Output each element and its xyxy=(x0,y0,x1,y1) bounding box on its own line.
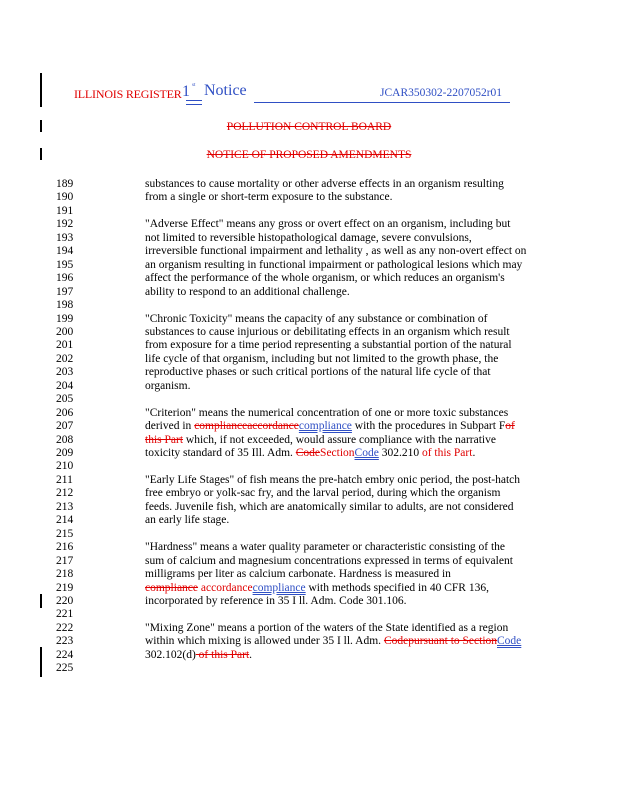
line-number: 191 xyxy=(56,204,74,217)
line-text xyxy=(145,366,491,379)
line-text xyxy=(145,595,407,608)
line-number: 211 xyxy=(56,473,73,486)
line-text xyxy=(145,622,508,635)
line-number: 197 xyxy=(56,285,74,298)
text-run: not limited to reversible histopathological damage, severe convulsions, xyxy=(145,231,472,244)
text-run: derived in xyxy=(145,420,195,433)
line-text xyxy=(145,541,505,554)
text-run: toxicity standard of 35 Ill. Adm. xyxy=(145,447,296,459)
line-text xyxy=(145,474,520,487)
line-number: 199 xyxy=(56,312,74,325)
line-number: 223 xyxy=(56,635,74,648)
line-number: 224 xyxy=(56,648,74,661)
line-number: 198 xyxy=(56,299,74,312)
line-number: 220 xyxy=(56,594,74,607)
text-run: incorporated by reference in 35 I ll. Adm. Code 301.106. xyxy=(145,594,407,607)
line-number: 195 xyxy=(56,258,74,271)
line-number: 202 xyxy=(56,352,74,365)
replacement-text: Code xyxy=(497,635,522,648)
line-number: 219 xyxy=(56,581,74,594)
line-text xyxy=(145,420,515,433)
text-run: "Adverse Effect" means any gross or overt effect on an organism, including but xyxy=(145,218,511,231)
text-run: "Chronic Toxicity" means the capacity of any substance or combination of xyxy=(145,312,488,325)
line-number: 208 xyxy=(56,433,74,446)
line-text xyxy=(145,245,526,258)
line-number: 200 xyxy=(56,325,74,338)
deleted-text: Code xyxy=(295,447,321,459)
text-run: . xyxy=(249,648,253,661)
deleted-text: this Part xyxy=(145,433,184,446)
line-text xyxy=(145,339,512,352)
line-number: 214 xyxy=(56,514,74,527)
inserted-text: accordance xyxy=(198,581,253,594)
text-run: an early life stage. xyxy=(145,514,230,527)
text-run: from exposure for a time period representing a substantial portion of the natural xyxy=(145,339,512,352)
line-text xyxy=(145,286,350,299)
text-run: free embryo or yolk-sac fry, and the larval period, during which the organism xyxy=(145,487,501,500)
line-number: 212 xyxy=(56,487,74,500)
line-number: 222 xyxy=(56,621,74,634)
line-number: 204 xyxy=(56,379,74,392)
line-text xyxy=(145,635,521,648)
line-number: 215 xyxy=(56,527,74,540)
deleted-text: complianceaccordance xyxy=(194,420,299,433)
change-bar xyxy=(40,647,42,677)
line-text xyxy=(145,447,475,460)
register-label: ILLINOIS REGISTER xyxy=(74,87,182,101)
deleted-text: compliance xyxy=(145,581,199,594)
line-number: 213 xyxy=(56,500,74,513)
text-run: an organism resulting in functional impairment or pathological lesions which may xyxy=(145,258,523,271)
line-text xyxy=(145,218,510,231)
notice-label: Notice xyxy=(204,82,247,99)
deleted-text: pursuant to Section xyxy=(408,635,498,648)
line-text xyxy=(145,501,514,514)
text-run: . xyxy=(472,447,476,459)
text-run: sum of calcium and magnesium concentrations expressed in terms of equivalent xyxy=(145,554,513,567)
line-text xyxy=(145,272,505,285)
line-text xyxy=(145,313,487,326)
line-text xyxy=(145,649,252,662)
line-number: 190 xyxy=(56,191,74,204)
header-rule xyxy=(254,102,510,103)
line-text xyxy=(145,582,489,595)
line-text xyxy=(145,353,498,366)
line-text xyxy=(145,514,229,527)
text-run: with the procedures in Subpart F xyxy=(351,420,506,433)
line-text xyxy=(145,568,451,581)
line-text xyxy=(145,555,513,568)
line-text xyxy=(145,434,496,447)
line-text xyxy=(145,487,500,500)
line-number: 189 xyxy=(56,178,74,190)
replacement-text: Code xyxy=(354,447,379,459)
line-number: 205 xyxy=(56,393,74,406)
text-run: irreversible functional impairment and lethality , as well as any non-overt effect on xyxy=(145,245,527,258)
line-number: 221 xyxy=(56,608,74,621)
text-run: ability to respond to an additional challenge. xyxy=(145,285,350,298)
notice-title: NOTICE OF PROPOSED AMENDMENTS xyxy=(206,149,412,161)
text-run: "Early Life Stages" of fish means the pre-hatch embry onic period, the post-hatch xyxy=(145,473,521,486)
line-text xyxy=(145,178,504,191)
deleted-text: Code xyxy=(383,635,409,648)
line-number: 218 xyxy=(56,568,74,581)
line-text xyxy=(145,407,508,420)
line-text xyxy=(145,380,190,393)
inserted-text: of this Part xyxy=(421,447,473,459)
issue-number: 1 xyxy=(182,83,190,100)
board-title: POLLUTION CONTROL BOARD xyxy=(226,121,392,133)
replacement-text: compliance xyxy=(252,581,306,594)
line-number: 193 xyxy=(56,231,74,244)
line-number: 201 xyxy=(56,339,74,352)
line-number: 217 xyxy=(56,554,74,567)
line-number: 207 xyxy=(56,420,74,433)
line-number: 216 xyxy=(56,541,74,554)
line-text xyxy=(145,191,393,204)
page-header xyxy=(74,84,544,106)
line-text xyxy=(145,232,472,245)
line-number: 206 xyxy=(56,406,74,419)
change-bar xyxy=(40,73,42,107)
jcar-id: JCAR350302-2207052r01 xyxy=(380,87,503,99)
line-text xyxy=(145,259,522,272)
line-number: 203 xyxy=(56,366,74,379)
line-number: 192 xyxy=(56,218,74,231)
text-run: "Mixing Zone" means a portion of the waters of the State identified as a region xyxy=(145,621,509,634)
deleted-text: of this Part xyxy=(195,648,250,661)
text-run: 302.210 xyxy=(378,447,422,459)
double-underline xyxy=(186,100,202,105)
text-run: organism. xyxy=(145,379,191,392)
text-run: substances to cause injurious or debilitating effects in an organism which result xyxy=(145,325,510,338)
text-run: substances to cause mortality or other adverse effects in an organism resulting xyxy=(145,178,504,190)
line-number: 225 xyxy=(56,662,74,675)
line-number: 210 xyxy=(56,460,74,473)
text-run: "Hardness" means a water quality parameter or characteristic consisting of the xyxy=(145,541,505,554)
line-number: 209 xyxy=(56,447,74,459)
text-run: milligrams per liter as calcium carbonate. Hardness is measured in xyxy=(145,568,451,581)
text-run: reproductive phases or such critical portions of the natural life cycle of that xyxy=(145,366,491,379)
text-run: within which mixing is allowed under 35 I ll. Adm. xyxy=(145,635,384,648)
line-number: 196 xyxy=(56,272,74,285)
line-number: 194 xyxy=(56,245,74,258)
text-run: which, if not exceeded, would assure compliance with the narrative xyxy=(183,433,496,446)
text-run: life cycle of that organism, including but not limited to the growth phase, the xyxy=(145,352,499,365)
replacement-text: compliance xyxy=(298,420,352,433)
deleted-text: of xyxy=(505,420,515,433)
issue-suffix: st xyxy=(192,83,196,88)
text-run: 302.102(d) xyxy=(145,648,196,661)
change-bar xyxy=(40,594,42,608)
text-run: from a single or short-term exposure to the substance. xyxy=(145,191,393,204)
inserted-text: Section xyxy=(320,447,355,459)
text-run: feeds. Juvenile fish, which are anatomically similar to adults, are not considered xyxy=(145,500,514,513)
text-run: affect the performance of the whole organism, or which reduces an organism's xyxy=(145,272,505,285)
text-run: "Criterion" means the numerical concentration of one or more toxic substances xyxy=(145,406,509,419)
line-text xyxy=(145,326,510,339)
text-run: with methods specified in 40 CFR 136, xyxy=(305,581,489,594)
